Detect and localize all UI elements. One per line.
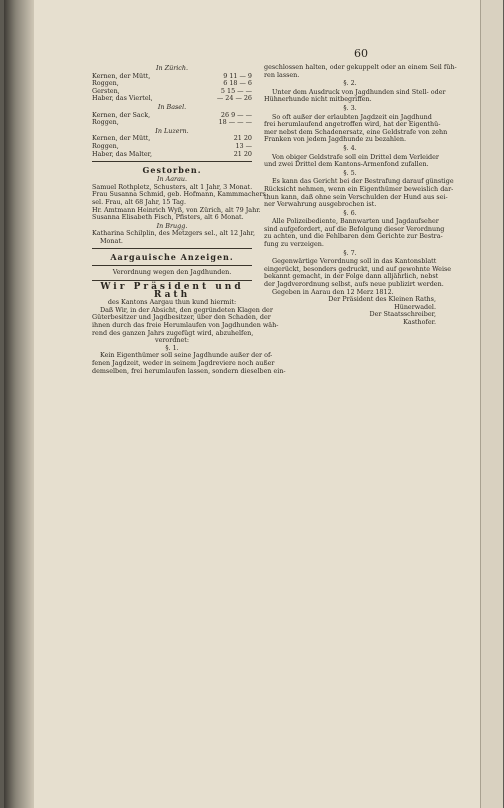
- price-place-basel: In Basel.: [157, 102, 187, 111]
- text-line: geschlossen halten, oder gekuppelt oder an einem Seil füh-: [264, 63, 457, 71]
- text-line: und zwei Drittel dem Kantons-Armenfond zufallen.: [264, 160, 429, 169]
- book-spine-shadow: [4, 0, 34, 808]
- price-table-zurich: [92, 73, 252, 103]
- price-item-values: 9 11 — 9: [223, 71, 252, 80]
- price-item-label: Roggen,: [92, 79, 119, 88]
- text-line: Kein Eigenthümer soll seine Jagdhunde außer der of-: [100, 351, 273, 360]
- price-item-values: 5 15 — —: [220, 86, 252, 95]
- page-number: 60: [354, 47, 368, 60]
- deaths-place-brugg: In Brugg.: [156, 221, 188, 230]
- notices-heading: Aargauische Anzeigen.: [110, 252, 234, 263]
- text-line: sind aufgefordert, auf die Befolgung dieser Verordnung: [264, 224, 445, 233]
- text-line: ihnen durch das freie Herumlaufen von Jagdhunden wäh-: [92, 321, 279, 330]
- text-line: bekannt gemacht, in der Folge dann alljährlich, nebst: [264, 272, 439, 281]
- price-item-label: Kernen, der Sack,: [92, 110, 151, 119]
- text-line: Daß Wir, in der Absicht, den gegründeten Klagen der: [100, 305, 273, 314]
- decree-preamble-subtitle: des Kantons Aargau thun kund hiermit:: [107, 298, 237, 307]
- price-item-values: 21 20: [233, 149, 252, 158]
- price-table-basel: [92, 112, 252, 127]
- text-line: mer nebst dem Schadenersatz, eine Geldstrafe von zehn: [264, 127, 448, 136]
- divider: [92, 161, 252, 162]
- price-table-luzern: [92, 135, 252, 158]
- decree-preamble-title: Wir Präsident und Rath: [100, 282, 244, 300]
- section-number: §. 3.: [343, 103, 357, 112]
- scanned-page: [4, 0, 498, 808]
- text-line: Der Präsident des Kleinen Raths,: [328, 295, 436, 304]
- text-line: Es kann das Gericht bei der Bestrafung darauf günstige: [272, 177, 454, 186]
- section-number: §. 7.: [343, 248, 357, 257]
- text-line: thun kann, daß ohne sein Verschulden der Hund aus sei-: [264, 192, 448, 201]
- text-line: Alle Polizeibediente, Bannwarten und Jagdaufseher: [272, 217, 439, 226]
- text-line: eingerückt, besonders gedruckt, und auf gewohnte Weise: [264, 264, 452, 273]
- price-item-label: Kernen, der Mütt,: [92, 71, 151, 80]
- deaths-list: [92, 182, 266, 222]
- price-item-label: Gersten,: [92, 86, 120, 95]
- text-line: frei herumlaufend angetroffen wird, hat der Eigenthü-: [264, 120, 441, 129]
- page-fold-edge: [480, 0, 503, 808]
- text-line: zu achten, und die Fehlbaren dem Gerichte zur Bestra-: [264, 232, 443, 241]
- text-line: Von obiger Geldstrafe soll ein Drittel dem Verleider: [272, 152, 439, 161]
- section-number: §. 2.: [343, 79, 357, 88]
- price-item-label: Roggen,: [92, 141, 119, 150]
- text-line: ner Verwahrung ausgebrochen ist.: [264, 200, 377, 209]
- divider: [92, 265, 252, 266]
- decree-text-right: [264, 63, 457, 327]
- text-line: der Jagdverordnung selbst, aufs neue publizirt werden.: [264, 280, 444, 289]
- price-place-luzern: In Luzern.: [155, 126, 189, 135]
- price-item-label: Haber, das Viertel,: [92, 94, 153, 103]
- price-place-zurich: In Zürich.: [155, 64, 189, 72]
- price-row: [92, 95, 252, 103]
- text-line: So oft außer der erlaubten Jagdzeit ein Jagdhund: [272, 112, 432, 121]
- text-line: fung zu verzeigen.: [264, 240, 324, 249]
- deaths-place-aarau: In Aarau.: [156, 175, 188, 184]
- section-number: §. 4.: [343, 143, 357, 152]
- text-line: rend des ganzen Jahrs zugefügt wird, abzuhelfen,: [92, 328, 254, 337]
- text-line: Güterbesitzer und Jagdbesitzer, über den Schaden, der: [92, 313, 271, 322]
- decree-title: Verordnung wegen den Jagdhunden.: [112, 268, 232, 277]
- section-number: §. 6.: [343, 208, 357, 217]
- divider: [92, 280, 252, 281]
- price-row: [92, 119, 252, 127]
- right-column: [264, 63, 457, 327]
- text-line: ren lassen.: [264, 70, 300, 79]
- deaths-heading: Gestorben.: [142, 165, 202, 176]
- death-entry: Monat.: [100, 236, 123, 245]
- text-line: Kasthofer.: [403, 318, 436, 326]
- death-entry: Hr. Amtmann Heinrich Wyß, von Zürich, alt 79 Jahr.: [92, 205, 261, 214]
- price-item-values: — 24 — 26: [216, 94, 252, 103]
- text-line: Gegenwärtige Verordnung soll in das Kantonsblatt: [272, 257, 437, 266]
- section-number: §. 1.: [165, 343, 179, 352]
- price-item-values: 13 —: [235, 141, 252, 150]
- death-entry: Frau Susanna Schmid, geb. Hofmann, Kammmachers: [92, 190, 266, 199]
- page-content: [92, 47, 457, 434]
- price-item-label: Kernen, der Mütt,: [92, 134, 151, 143]
- death-entry: Samuel Rothpletz, Schusters, alt 1 Jahr, 3 Monat.: [92, 182, 253, 191]
- text-line: Franken von jedem Jagdhunde zu bezahlen.: [264, 135, 407, 144]
- deaths-list-brugg: [92, 229, 256, 245]
- price-item-values: 21 20: [233, 134, 252, 143]
- price-item-label: Roggen,: [92, 118, 119, 127]
- price-item-values: 6 18 — 6: [223, 79, 252, 88]
- death-entry: Katharina Schilplin, des Metzgers sel., alt 12 Jahr,: [92, 229, 256, 238]
- text-line: fenen Jagdzeit, weder in seinem Jagdreviere noch außer: [92, 359, 275, 367]
- decree-text-left: [92, 305, 286, 375]
- text-line: Gegeben in Aarau den 12 Merz 1812.: [272, 287, 394, 296]
- price-row: [92, 151, 252, 159]
- section-number: §. 5.: [343, 168, 357, 177]
- death-entry: sel. Frau, alt 68 Jahr, 15 Tag.: [92, 197, 187, 206]
- text-line: Hünerwadel.: [394, 302, 436, 311]
- text-line: Der Staatsschreiber,: [369, 310, 436, 319]
- death-entry: Susanna Elisabeth Fisch, Pfisters, alt 6 Monat.: [92, 213, 244, 222]
- text-line: Rücksicht nehmen, wenn ein Eigenthümer beweislich dar-: [264, 184, 454, 193]
- divider: [92, 248, 252, 249]
- text-line: Unter dem Ausdruck von Jagdhunden sind Stell- oder: [272, 87, 446, 96]
- price-item-values: 18 — — —: [218, 118, 252, 127]
- text-line: Hühnerhunde nicht mitbegriffen.: [264, 95, 372, 104]
- price-item-label: Haber, das Malter,: [92, 149, 153, 158]
- price-item-values: 26 9 — —: [220, 110, 252, 119]
- text-line: demselben, frei herumlaufen lassen, sondern dieselben ein-: [92, 366, 286, 375]
- text-line: verordnet:: [154, 336, 190, 345]
